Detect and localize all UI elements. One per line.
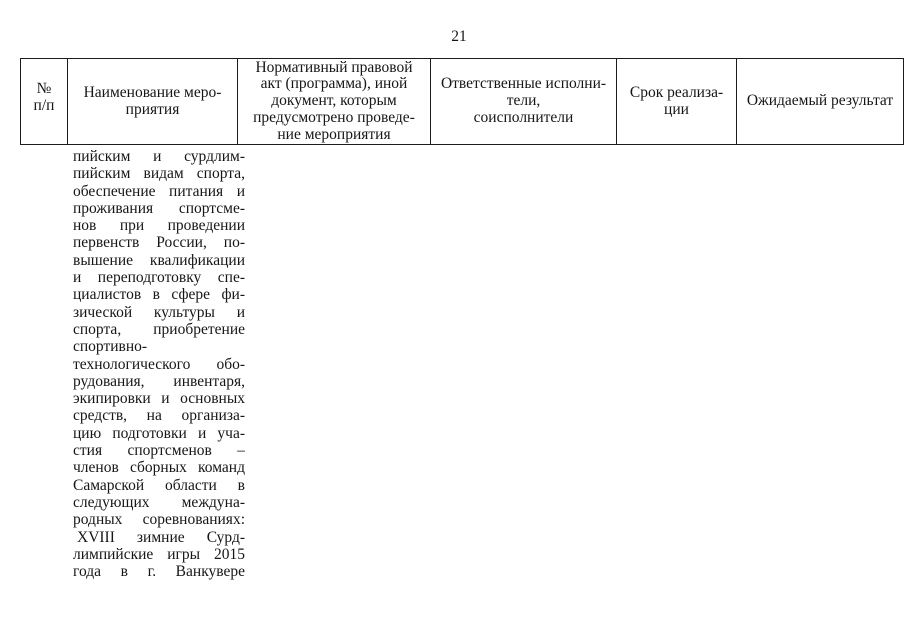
header-event-name: Наименование меро- приятия: [68, 59, 238, 144]
header-responsible: Ответственные исполни- тели, соисполнители: [431, 59, 617, 144]
body-line: нов при проведении: [73, 217, 245, 235]
body-line: следующих междуна-: [73, 493, 245, 511]
body-line: вышение квалификации: [73, 251, 245, 269]
page-number: 21: [451, 28, 467, 45]
table-header-row: [20, 58, 904, 145]
body-line: рудования, инвентаря,: [73, 372, 245, 390]
body-line: технологического обо-: [73, 355, 245, 373]
body-line: XVIII зимние Сурд-: [77, 528, 245, 546]
body-line: цию подготовки и уча-: [73, 424, 245, 442]
header-legal-act: Нормативный правовой акт (программа), иной документ, которым предусмотрено проведе- ние мероприятия: [238, 59, 431, 144]
body-line: циалистов в сфере фи-: [73, 286, 245, 304]
body-line: пийским и сурдлим-: [73, 148, 245, 165]
body-line: родных соревнованиях:: [73, 511, 245, 529]
body-line: стия спортсменов –: [73, 442, 245, 460]
body-line: обеспечение питания и: [73, 182, 245, 200]
body-line: и переподготовку спе-: [73, 269, 245, 287]
body-line: первенств России, по-: [73, 234, 245, 252]
body-line: пийским видам спорта,: [73, 165, 245, 183]
event-name-cell-text: [73, 148, 245, 580]
header-deadline: Срок реализа- ции: [617, 59, 737, 144]
body-line: проживания спортсме-: [73, 199, 245, 217]
body-line: лимпийские игры 2015: [73, 545, 245, 563]
header-expected-result: Ожидаемый результат: [746, 92, 894, 110]
body-line: членов сборных команд: [73, 459, 245, 477]
body-line: года в г. Ванкувере: [73, 563, 245, 581]
body-line: спортивно-: [73, 338, 148, 356]
body-line: экипировки и основных: [73, 390, 245, 408]
body-line: зической культуры и: [73, 303, 245, 321]
body-line: Самарской области в: [73, 476, 245, 494]
body-line: спорта, приобретение: [73, 320, 245, 338]
header-number: № п/п: [21, 59, 68, 144]
body-line: средств, на организа-: [73, 407, 245, 425]
